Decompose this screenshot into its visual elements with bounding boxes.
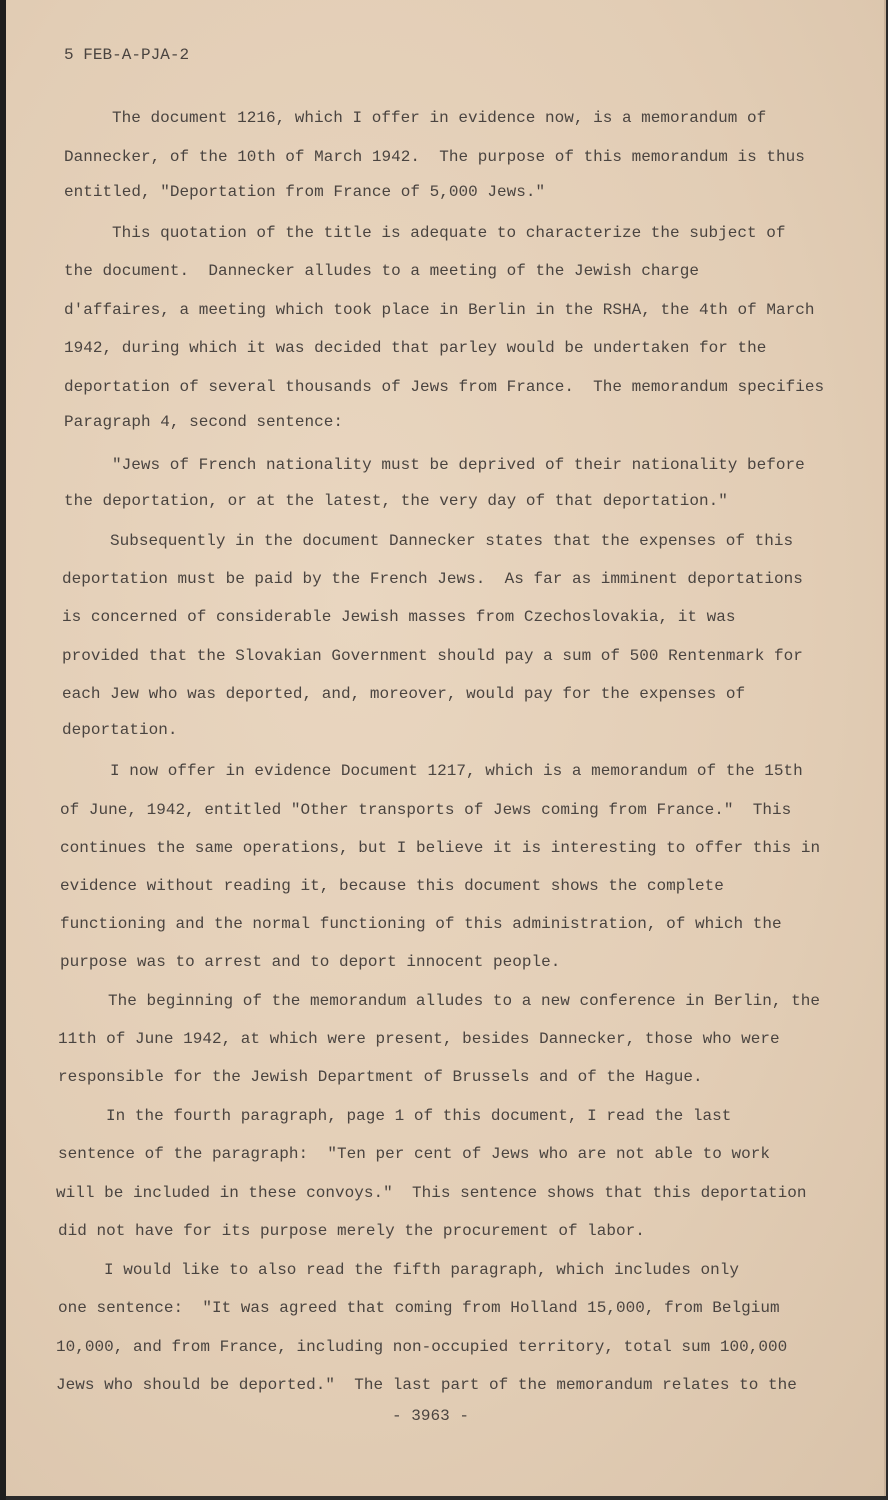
- text-line: Paragraph 4, second sentence:: [64, 413, 344, 431]
- text-line: purpose was to arrest and to deport innocent people.: [60, 953, 561, 971]
- text-line: sentence of the paragraph: "Ten per cent of Jews who are not able to work: [58, 1145, 770, 1163]
- text-line: will be included in these convoys." This sentence shows that this deportation: [56, 1184, 807, 1202]
- text-line: deportation must be paid by the French Jews. As far as imminent deportations: [62, 570, 803, 588]
- text-line: Jews who should be deported." The last part of the memorandum relates to the: [56, 1376, 797, 1394]
- text-line: entitled, "Deportation from France of 5,000 Jews.": [64, 183, 546, 201]
- text-line: In the fourth paragraph, page 1 of this document, I read the last: [106, 1107, 732, 1125]
- text-line: This quotation of the title is adequate to characterize the subject of: [112, 224, 786, 242]
- text-line: The beginning of the memorandum alludes to a new conference in Berlin, the: [108, 992, 820, 1010]
- text-line: Subsequently in the document Dannecker states that the expenses of this: [110, 532, 794, 550]
- text-line: I would like to also read the fifth paragraph, which includes only: [104, 1261, 740, 1279]
- page-number: - 3963 -: [392, 1407, 469, 1425]
- text-line: responsible for the Jewish Department of Brussels and of the Hague.: [58, 1068, 703, 1086]
- text-line: 10,000, and from France, including non-occupied territory, total sum 100,000: [56, 1338, 788, 1356]
- text-line: functioning and the normal functioning of this administration, of which the: [60, 915, 782, 933]
- text-line: d'affaires, a meeting which took place in Berlin in the RSHA, the 4th of March: [64, 301, 815, 319]
- text-line: 1942, during which it was decided that parley would be undertaken for the: [64, 339, 767, 357]
- text-line: did not have for its purpose merely the procurement of labor.: [58, 1222, 645, 1240]
- text-line: deportation.: [62, 721, 178, 739]
- text-line: provided that the Slovakian Government should pay a sum of 500 Rentenmark for: [62, 647, 803, 665]
- text-line: "Jews of French nationality must be deprived of their nationality before: [112, 456, 805, 474]
- text-line: one sentence: "It was agreed that coming from Holland 15,000, from Belgium: [58, 1299, 780, 1317]
- text-line: the deportation, or at the latest, the very day of that deportation.": [64, 492, 728, 510]
- text-line: each Jew who was deported, and, moreover, would pay for the expenses of: [62, 685, 746, 703]
- text-line: is concerned of considerable Jewish masses from Czechoslovakia, it was: [62, 608, 736, 626]
- text-line: Dannecker, of the 10th of March 1942. The purpose of this memorandum is thus: [64, 148, 805, 166]
- text-line: continues the same operations, but I believe it is interesting to offer this in: [60, 839, 821, 857]
- text-line: the document. Dannecker alludes to a meeting of the Jewish charge: [64, 262, 700, 280]
- text-line: evidence without reading it, because this document shows the complete: [60, 877, 724, 895]
- text-line: deportation of several thousands of Jews from France. The memorandum specifies: [64, 378, 825, 396]
- text-line: I now offer in evidence Document 1217, which is a memorandum of the 15th: [110, 762, 803, 780]
- text-line: The document 1216, which I offer in evidence now, is a memorandum of: [112, 109, 767, 127]
- scan-edge: [0, 0, 6, 1500]
- text-line: 11th of June 1942, at which were present, besides Dannecker, those who were: [58, 1030, 780, 1048]
- document-header: 5 FEB-A-PJA-2: [64, 46, 190, 64]
- text-line: of June, 1942, entitled "Other transports of Jews coming from France." This: [60, 801, 792, 819]
